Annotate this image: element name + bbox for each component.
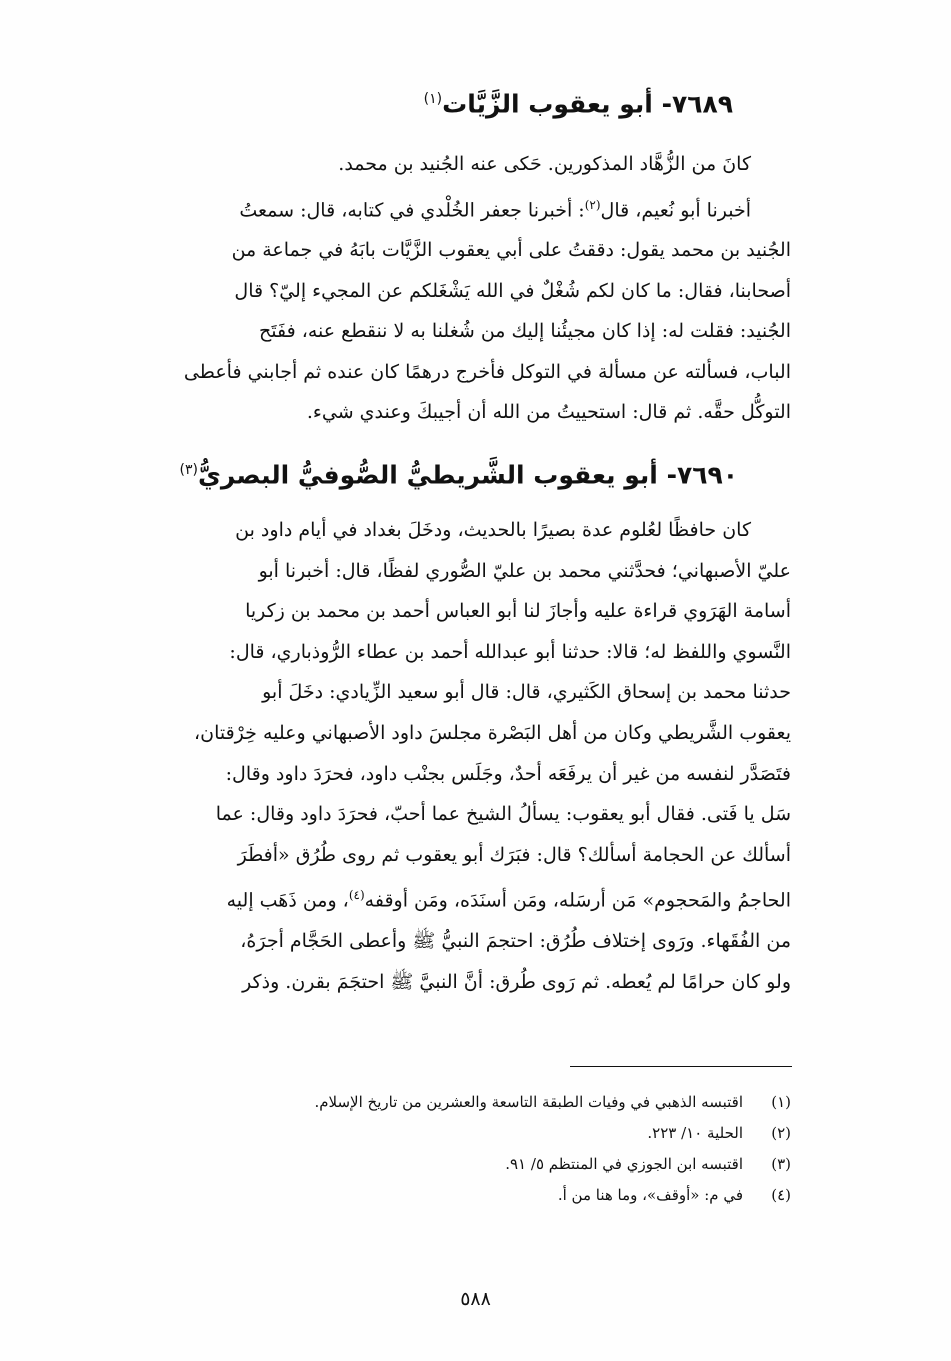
entry-heading-text: ٧٦٨٩- أبو يعقوب الزَّيَّات [442,89,733,119]
footnote-text: اقتبسه الذهبي في وفيات الطبقة التاسعة والعشرين من تاريخ الإسلام. [314,1093,743,1111]
text-line: التوكُّل حقَّه. ثم قال: استحييتُ من الله أن أجيبكَ وعندي شيء. [306,401,791,424]
text-segment: : أخبرنا جعفر الخُلْدي في كتابه، قال: سمعتُ [239,198,585,221]
text-line: الجُنيد: فقلت له: إذا كان مجيئُنا إليك من شُغلنا به لا ننقطع عنه، ففَتَح [258,320,791,343]
text-segment: الحاجمُ والمَحجوم» مَن أرسَله، ومَن أسنَدَه، ومَن أوقفه [364,889,791,912]
footnote-number: (١) [771,1093,791,1111]
text-line: ولو كان حرامًا لم يُعطه. ثم رَوى طُرق: أنَّ النبيَّ ﷺ احتجَمَ بقرن. وذكر [242,970,791,993]
footnotes [171,1087,791,1211]
footnote-item [171,1087,791,1118]
text-line [151,875,791,921]
entry-body-7689 [151,144,791,433]
footnote-ref: (٢) [584,197,601,212]
footnote-ref: (٤) [348,888,365,903]
text-line: كانَ من الزُّهَّاد المذكورين. حَكى عنه الجُنيد بن محمد. [338,153,751,175]
entry-heading-7690 [180,453,739,492]
entry-body-7690 [151,510,791,1002]
footnote-ref: (١) [423,91,443,107]
page-number: ٥٨٨ [460,1288,491,1310]
text-line: النَّسوي واللفظ له؛ قالا: حدثنا أبو عبدالله أحمد بن عطاء الرُّوذباري، قال: [229,640,791,663]
entry-heading-text: ٧٦٩٠- أبو يعقوب الشَّريطيُّ الصُّوفيُّ البصريُّ [197,460,738,490]
text-line: يعقوب الشَّريطي وكان من أهل البَصْرة مجلسَ داود الأصبهاني وعليه خِرْقتان، [193,721,791,744]
entry-heading-7689 [424,82,733,121]
text-line: حدثنا محمد بن إسحاق الكَثيري، قال: قال أبو سعيد الزِّيادي: دخَلَ أبو [262,681,791,704]
text-segment: ، ومن ذَهَب إليه [226,889,349,912]
text-line: الباب، فسألته عن مسألة في التوكل فأخرج درهمًا كان عنده ثم أجابني فأعطى [183,360,791,383]
text-line: أسامة الهَرَوي قراءة عليه وأجازَ لنا أبو العباس أحمد بن محمد بن زكريا [245,600,791,623]
text-line: فتَصَدَّر لنفسه من غير أن يرفَعَه أحدٌ، وجَلَس بجنْب داود، فحرَدَ داود وقال: [225,762,791,785]
text-line [151,185,791,231]
footnote-text: في م: «أوقف»، وما هنا من أ. [557,1186,743,1204]
text-line: سَل يا فَتى. فقال أبو يعقوب: يسألُ الشيخ عما أحبّ، فحرَدَ داود وقال: عما [215,803,791,826]
footnote-ref: (٣) [179,462,198,478]
footnote-item [171,1118,791,1149]
footnote-separator [570,1066,792,1067]
footnote-text: الحلية ١٠/ ٢٢٣. [647,1124,743,1142]
text-line: الجُنيد بن محمد يقول: دققتُ على أبي يعقوب الزَّيَّات بابَهُ في جماعة من [231,239,791,262]
footnote-number: (٣) [771,1155,791,1173]
footnote-number: (٢) [771,1124,791,1142]
footnote-text: اقتبسه ابن الجوزي في المنتظم ٥/ ٩١. [505,1155,743,1173]
text-segment: أخبرنا أبو نُعيم، قال [600,198,751,221]
text-line: من الفُقَهاء. ورَوى إختلاف طُرُق: احتجمَ النبيُّ ﷺ وأعطى الحَجَّام أجرَهُ، [240,930,791,953]
footnote-item [171,1149,791,1180]
footnote-number: (٤) [771,1186,791,1204]
footnote-item [171,1180,791,1211]
text-line: أسألك عن الحجامة أسألك؟ قال: فبَرَك أبو يعقوب ثم روى طُرُق «أفطَرَ [237,843,791,866]
text-line: أصحابنا، فقال: ما كان لكم شُغْلٌ في الله يَشْغَلكم عن المجيء إليّ؟ قال [234,279,791,302]
text-line: عليّ الأصبهاني؛ فحدَّثني محمد بن عليّ الصُّوري لفظًا، قال: أخبرنا أبو [258,559,791,582]
text-line: كان حافظًا لعُلوم عدة بصيرًا بالحديث، ودخَلَ بغداد في أيام داود بن [235,519,751,541]
